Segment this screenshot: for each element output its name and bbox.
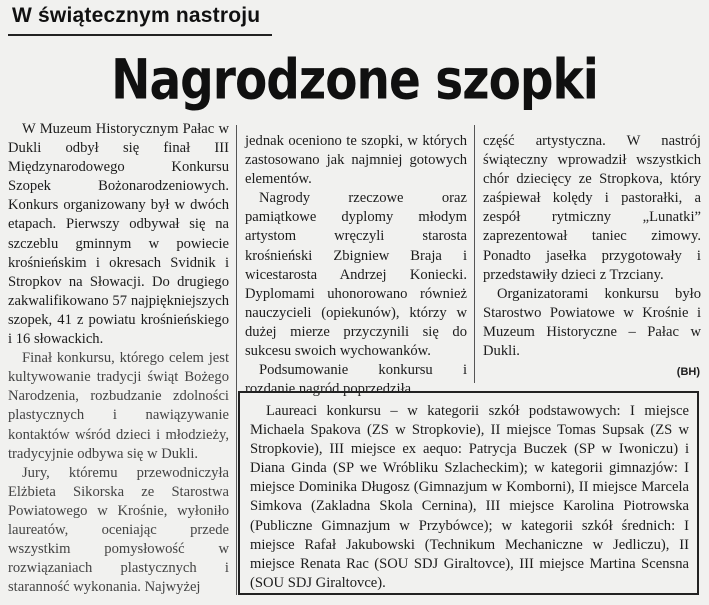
paragraph: Nagrody rzeczowe oraz pamiątkowe dyplomy młodym artystom wręczyli starosta krośnieński Zbigniew Braja i wicestarosta Andrzej Koniecki. Dyplomami uhonorowano również nauczycieli (opiekunów), którzy w dużej mierze przyczynili się do sukcesu swoich wychowanków. [245, 190, 467, 360]
kicker-underline [8, 34, 272, 36]
author-signature: (BH) [676, 366, 700, 378]
paragraph: Organizatorami konkursu było Starostwo Powiatowe w Krośnie i Muzeum Historyczne – Pałac w Dukli. [483, 285, 701, 360]
column-divider [474, 125, 475, 383]
column-divider [236, 125, 237, 595]
paragraph: część artystyczna. W nastrój świąteczny wprowadził wszystkich chór dziecięcy ze Stropkova, który zaśpiewał kolędy i pastorałki, a zespół rytmiczny „Lunatki” zaprezentował taniec zimowy. Ponadto jasełka przygotowały i przedstawiły dzieci z Trzciany. [483, 133, 701, 283]
article-column-2 [245, 132, 467, 399]
paragraph: W Muzeum Historycznym Pałac w Dukli odbył się finał III Międzynarodowego Konkursu Szopek Bożonarodzeniowych. Konkurs organizowany był w dwóch etapach. Pierwszy odbywał się na szczeblu gminnym w powiecie krośnieńskim i okresach Svidnik i Stropkov na Słowacji. Do drugiego zakwalifikowano 57 najpiękniejszych szopek, 41 z powiatu krośnieńskiego i 16 słowackich. [8, 121, 229, 348]
paragraph: jednak oceniono te szopki, w których zastosowano jak najmniej gotowych elementów. [245, 133, 467, 188]
section-kicker: W świątecznym nastroju [12, 4, 261, 27]
article-column-1 [8, 120, 229, 597]
article-column-3 [483, 132, 701, 361]
article-headline: Nagrodzone szopki [111, 48, 598, 113]
paragraph: Finał konkursu, którego celem jest kultywowanie tradycji świąt Bożego Narodzenia, rozbudzanie zdolności plastycznych i nawiązywanie kontaktów wśród dzieci i młodzieży, tradycyjnie odbywa się w Dukli. [8, 350, 229, 462]
paragraph: Podsumowanie konkursu i rozdanie nagród poprzedziła [245, 362, 467, 398]
paragraph: Jury, któremu przewodniczyła Elżbieta Sikorska ze Starostwa Powiatowego w Krośnie, wyłoniło laureatów, oceniając przede wszystkim pomysłowość w rozwiązaniach plastycznych i staranność wykonania. Najwyżej [8, 464, 229, 596]
laureates-box [238, 391, 699, 595]
laureates-text: Laureaci konkursu – w kategorii szkół podstawowych: I miejsce Michaela Spakova (ZS w Stropkovie), II miejsce Tomas Supsak (ZS w Stropkovie), III miejsce ex aequo: Patrycja Buczek (SP w Iwoniczu) i Diana Ginda (SP we Wróbliku Szlacheckim); w kategorii gimnazjów: I miejsce Dominika Długosz (Gimnazjum w Komborni), II miejsce Marcela Simkova (Zakladna Skola Cernina), III miejsce Karolina Piotrowska (Publiczne Gimnazjum w Przybówce); w kategorii szkół średnich: I miejsce Rafał Jakubowski (Technikum Mechaniczne w Jedliczu), II miejsce Renata Rac (SOU SDJ Giraltovce), III miejsce Martina Scensna (SOU SDJ Giraltovce). [250, 403, 689, 591]
